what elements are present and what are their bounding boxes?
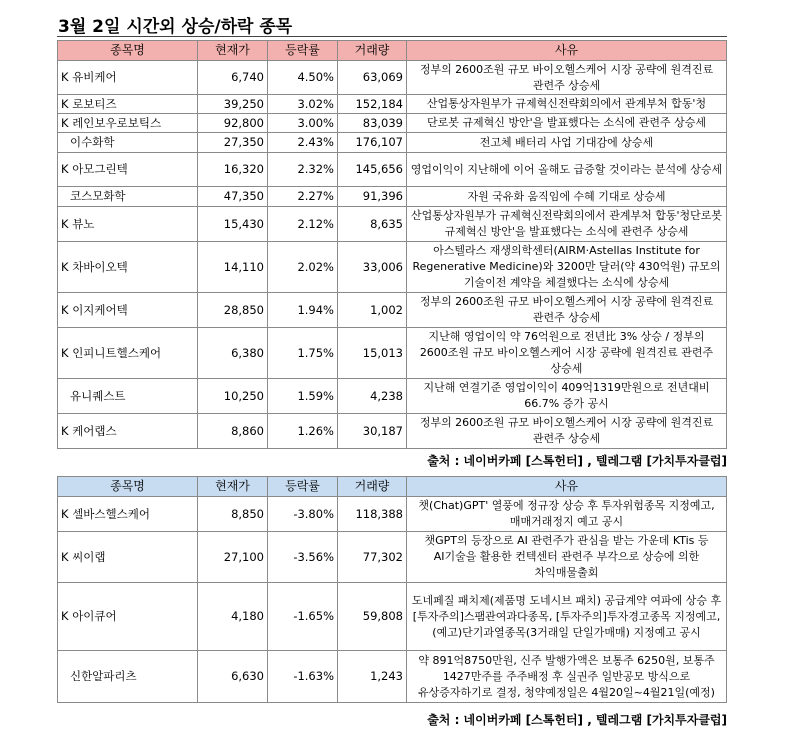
stock-name-cell: 신한알파리츠: [58, 651, 198, 703]
price-cell: 6,740: [198, 61, 268, 95]
price-cell: 28,850: [198, 293, 268, 328]
price-cell: 6,380: [198, 328, 268, 379]
volume-cell: 176,107: [338, 133, 407, 153]
price-cell: 39,250: [198, 95, 268, 114]
table-row: [58, 61, 727, 95]
change-rate-cell: -1.63%: [268, 651, 338, 703]
change-rate-cell: 3.02%: [268, 95, 338, 114]
stock-name-cell: K 차바이오텍: [58, 242, 198, 293]
volume-cell: 63,069: [338, 61, 407, 95]
table-row: [58, 133, 727, 153]
reason-cell: 전고체 배터리 사업 기대감에 상승세: [407, 133, 727, 153]
price-cell: 14,110: [198, 242, 268, 293]
table-row: [58, 651, 727, 703]
header-price: 현재가: [198, 41, 268, 61]
table-row: [58, 207, 727, 242]
volume-cell: 145,656: [338, 153, 407, 187]
header-price: 현재가: [198, 477, 268, 497]
falling-stocks-table: [57, 476, 727, 703]
price-cell: 10,250: [198, 379, 268, 414]
stock-name-cell: K 레인보우로보틱스: [58, 114, 198, 133]
stock-name-cell: K 아모그린텍: [58, 153, 198, 187]
volume-cell: 8,635: [338, 207, 407, 242]
table-row: [58, 497, 727, 532]
change-rate-cell: 4.50%: [268, 61, 338, 95]
stock-name-cell: K 유비케어: [58, 61, 198, 95]
reason-cell: 정부의 2600조원 규모 바이오헬스케어 시장 공략에 원격진료 관련주 상승세: [407, 61, 727, 95]
reason-cell: 아스텔라스 재생의학센터(AIRM·Astellas Institute for Regenerative Medicine)와 3200만 달러(약 430억원) 규모의 기술이전 계약을 체결했다는 소식에 상승세: [407, 242, 727, 293]
change-rate-cell: 2.02%: [268, 242, 338, 293]
volume-cell: 59,808: [338, 583, 407, 651]
table-row: [58, 187, 727, 207]
reason-cell: 챗GPT의 등장으로 AI 관련주가 관심을 받는 가운데 KTis 등 AI기술을 활용한 컨텍센터 관련주 부각으로 상승에 의한 차익매물출회: [407, 532, 727, 583]
stock-name-cell: K 이지케어텍: [58, 293, 198, 328]
table-row: [58, 242, 727, 293]
falling-stocks-body: [58, 497, 727, 703]
table-row: [58, 583, 727, 651]
reason-cell: 도네페질 패치제(제품명 도네시브 패치) 공급계약 여파에 상승 후 [투자주의]스팸관여과다종목, [투자주의]투자경고종목 지정예고, (예고)단기과열종목(3거래일 단일가매매) 지정예고 공시: [407, 583, 727, 651]
price-cell: 47,350: [198, 187, 268, 207]
change-rate-cell: 3.00%: [268, 114, 338, 133]
header-reason: 사유: [407, 477, 727, 497]
table-row: [58, 114, 727, 133]
volume-cell: 15,013: [338, 328, 407, 379]
stock-name-cell: 이수화학: [58, 133, 198, 153]
reason-cell: 약 891억8750만원, 신주 발행가액은 보통주 6250원, 보통주 1427만주를 주주배정 후 실권주 일반공모 방식으로 유상증자하기로 결정, 청약예정일은 4월20일~4월21일(예정): [407, 651, 727, 703]
page-title: 3월 2일 시간외 상승/하락 종목: [58, 17, 293, 37]
volume-cell: 152,184: [338, 95, 407, 114]
reason-cell: 지난해 연결기준 영업이익이 409억1319만원으로 전년대비 66.7% 증가 공시: [407, 379, 727, 414]
stock-name-cell: K 뷰노: [58, 207, 198, 242]
stock-name-cell: K 씨이랩: [58, 532, 198, 583]
reason-cell: 산업통상자원부가 규제혁신전략회의에서 관계부처 합동'청단로봇 규제혁신 방안'을 발표했다는 소식에 관련주 상승세: [407, 207, 727, 242]
header-volume: 거래량: [338, 41, 407, 61]
volume-cell: 4,238: [338, 379, 407, 414]
reason-cell: 챗(Chat)GPT' 열풍에 정규장 상승 후 투자위험종목 지정예고, 매매거래정지 예고 공시: [407, 497, 727, 532]
source-credit-down: 출처 : 네이버카페 [스톡헌터] , 텔레그램 [가치투자클럽]: [427, 713, 727, 727]
reason-cell: 정부의 2600조원 규모 바이오헬스케어 시장 공략에 원격진료 관련주 상승세: [407, 293, 727, 328]
volume-cell: 30,187: [338, 414, 407, 449]
reason-cell: 단로봇 규제혁신 방안'을 발표했다는 소식에 관련주 상승세: [407, 114, 727, 133]
header-change: 등락률: [268, 477, 338, 497]
source-credit-up: 출처 : 네이버카페 [스톡헌터] , 텔레그램 [가치투자클럽]: [427, 454, 727, 468]
title-underline: [57, 36, 727, 37]
change-rate-cell: 2.27%: [268, 187, 338, 207]
price-cell: 16,320: [198, 153, 268, 187]
volume-cell: 83,039: [338, 114, 407, 133]
change-rate-cell: -3.80%: [268, 497, 338, 532]
header-name: 종목명: [58, 41, 198, 61]
stock-name-cell: K 로보티즈: [58, 95, 198, 114]
header-change: 등락률: [268, 41, 338, 61]
header-volume: 거래량: [338, 477, 407, 497]
price-cell: 92,800: [198, 114, 268, 133]
change-rate-cell: -1.65%: [268, 583, 338, 651]
volume-cell: 77,302: [338, 532, 407, 583]
table-row: [58, 532, 727, 583]
change-rate-cell: 2.32%: [268, 153, 338, 187]
price-cell: 8,860: [198, 414, 268, 449]
rising-stocks-table: [57, 40, 727, 449]
reason-cell: 정부의 2600조원 규모 바이오헬스케어 시장 공략에 원격진료 관련주 상승세: [407, 414, 727, 449]
table-row: [58, 95, 727, 114]
change-rate-cell: 2.43%: [268, 133, 338, 153]
volume-cell: 118,388: [338, 497, 407, 532]
stock-name-cell: K 아이큐어: [58, 583, 198, 651]
table-row: [58, 414, 727, 449]
table-row: [58, 379, 727, 414]
rising-stocks-body: [58, 61, 727, 449]
volume-cell: 33,006: [338, 242, 407, 293]
reason-cell: 자원 국유화 움직임에 수혜 기대로 상승세: [407, 187, 727, 207]
table-row: [58, 153, 727, 187]
price-cell: 8,850: [198, 497, 268, 532]
volume-cell: 1,243: [338, 651, 407, 703]
stock-name-cell: 코스모화학: [58, 187, 198, 207]
table-header-row: [58, 41, 727, 61]
stock-name-cell: K 셀바스헬스케어: [58, 497, 198, 532]
header-name: 종목명: [58, 477, 198, 497]
price-cell: 4,180: [198, 583, 268, 651]
table-header-row: [58, 477, 727, 497]
reason-cell: 지난해 영업이익 약 76억원으로 전년比 3% 상승 / 정부의 2600조원 규모 바이오헬스케어 시장 공략에 원격진료 관련주 상승세: [407, 328, 727, 379]
price-cell: 15,430: [198, 207, 268, 242]
price-cell: 27,100: [198, 532, 268, 583]
reason-cell: 영업이익이 지난해에 이어 올해도 급증할 것이라는 분석에 상승세: [407, 153, 727, 187]
change-rate-cell: 1.59%: [268, 379, 338, 414]
reason-cell: 산업통상자원부가 규제혁신전략회의에서 관계부처 합동'청: [407, 95, 727, 114]
price-cell: 6,630: [198, 651, 268, 703]
stock-name-cell: K 케어랩스: [58, 414, 198, 449]
change-rate-cell: -3.56%: [268, 532, 338, 583]
stock-name-cell: 유니퀘스트: [58, 379, 198, 414]
table-row: [58, 293, 727, 328]
change-rate-cell: 1.94%: [268, 293, 338, 328]
stock-name-cell: K 인피니트헬스케어: [58, 328, 198, 379]
header-reason: 사유: [407, 41, 727, 61]
table-row: [58, 328, 727, 379]
volume-cell: 1,002: [338, 293, 407, 328]
change-rate-cell: 1.26%: [268, 414, 338, 449]
volume-cell: 91,396: [338, 187, 407, 207]
price-cell: 27,350: [198, 133, 268, 153]
change-rate-cell: 2.12%: [268, 207, 338, 242]
change-rate-cell: 1.75%: [268, 328, 338, 379]
